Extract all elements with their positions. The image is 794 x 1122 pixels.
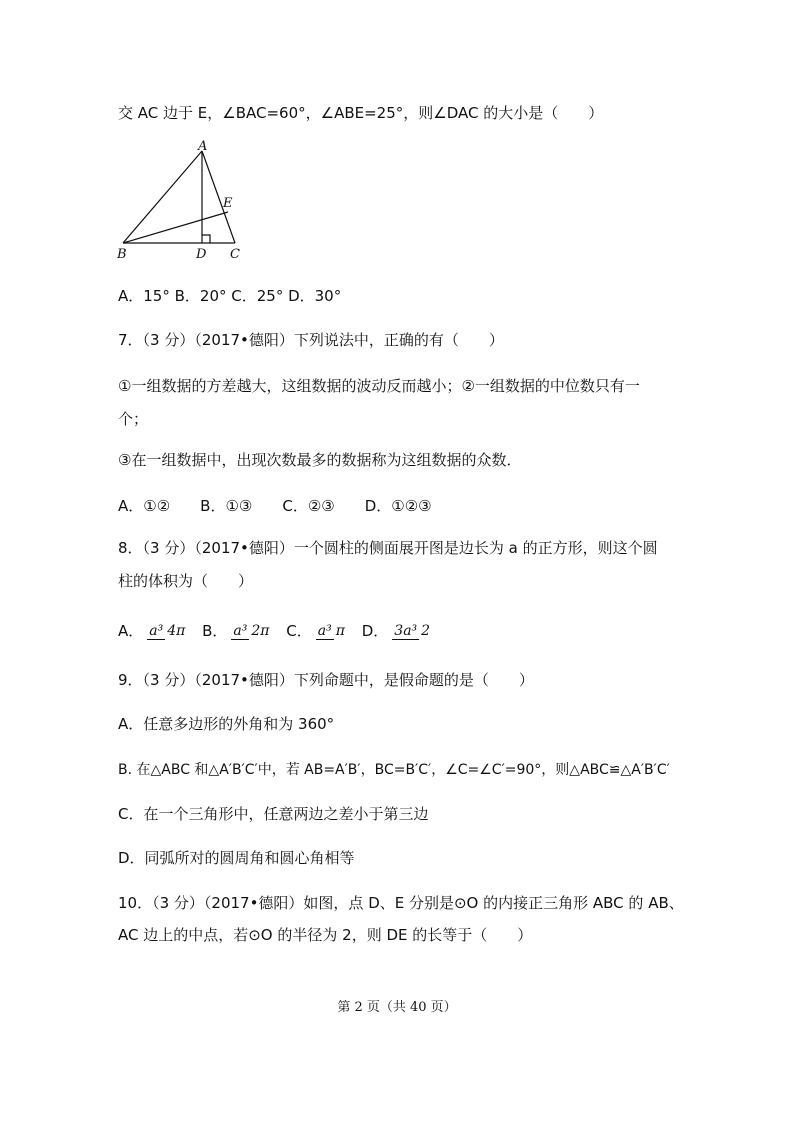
- q8-option-a-fraction: a³ 4π: [149, 623, 186, 639]
- q8-option-c-label: C．: [286, 622, 312, 640]
- q9-option-a: A．任意多边形的外角和为 360°: [118, 715, 335, 733]
- q8-stem-line2: 柱的体积为（ ）: [118, 572, 254, 590]
- label-b: B: [117, 247, 127, 262]
- q8-option-a-label: A．: [118, 622, 144, 640]
- q9-option-b: B. 在△ABC 和△A′B′C′中，若 AB=A′B′，BC=B′C′，∠C=∠C′=90°，则△ABC≌△A′B′C′: [118, 762, 670, 778]
- q7-statement-1: ①一组数据的方差越大，这组数据的波动反而越小；②一组数据的中位数只有一: [118, 377, 640, 395]
- triangle-figure: [112, 140, 252, 265]
- q10-stem-line2: AC 边上的中点，若⊙O 的半径为 2，则 DE 的长等于（ ）: [118, 926, 533, 944]
- page-footer: 第 2 页（共 40 页）: [337, 1000, 457, 1015]
- q8-option-d-label: D．: [361, 622, 389, 640]
- q8-option-d-fraction: 3a³ 2: [394, 623, 431, 639]
- q8-option-c-fraction: a³ π: [317, 623, 345, 639]
- side-ab: [123, 151, 202, 243]
- q7-statement-1-cont: 个；: [118, 410, 149, 428]
- q7-statement-3: ③在一组数据中，出现次数最多的数据称为这组数据的众数．: [118, 451, 522, 469]
- q9-option-d: D．同弧所对的圆周角和圆心角相等: [118, 849, 355, 867]
- label-e: E: [223, 196, 233, 211]
- q6-options: A．15° B．20° C．25° D．30°: [118, 287, 342, 305]
- q7-stem: 7．（3 分）（2017•德阳）下列说法中，正确的有（ ）: [118, 331, 504, 349]
- label-a: A: [198, 140, 208, 154]
- q10-stem-line1: 10．（3 分）（2017•德阳）如图，点 D、E 分别是⊙O 的内接正三角形 ABC 的 AB、: [118, 894, 684, 912]
- q8-options: [118, 614, 436, 648]
- label-c: C: [230, 247, 240, 262]
- segment-be: [123, 212, 228, 243]
- q7-options: A．①② B．①③ C．②③ D．①②③: [118, 497, 432, 515]
- q9-stem: 9．（3 分）（2017•德阳）下列命题中，是假命题的是（ ）: [118, 671, 534, 689]
- q8-option-b-label: B．: [202, 622, 228, 640]
- label-d: D: [196, 247, 207, 262]
- right-angle-mark: [202, 235, 210, 243]
- q8-stem-line1: 8．（3 分）（2017•德阳）一个圆柱的侧面展开图是边长为 a 的正方形，则这个圆: [118, 539, 658, 557]
- q6-stem-tail: 交 AC 边于 E，∠BAC=60°，∠ABE=25°，则∠DAC 的大小是（ ）: [118, 104, 604, 122]
- q8-option-b-fraction: a³ 2π: [233, 623, 270, 639]
- q9-option-c: C．在一个三角形中，任意两边之差小于第三边: [118, 805, 429, 823]
